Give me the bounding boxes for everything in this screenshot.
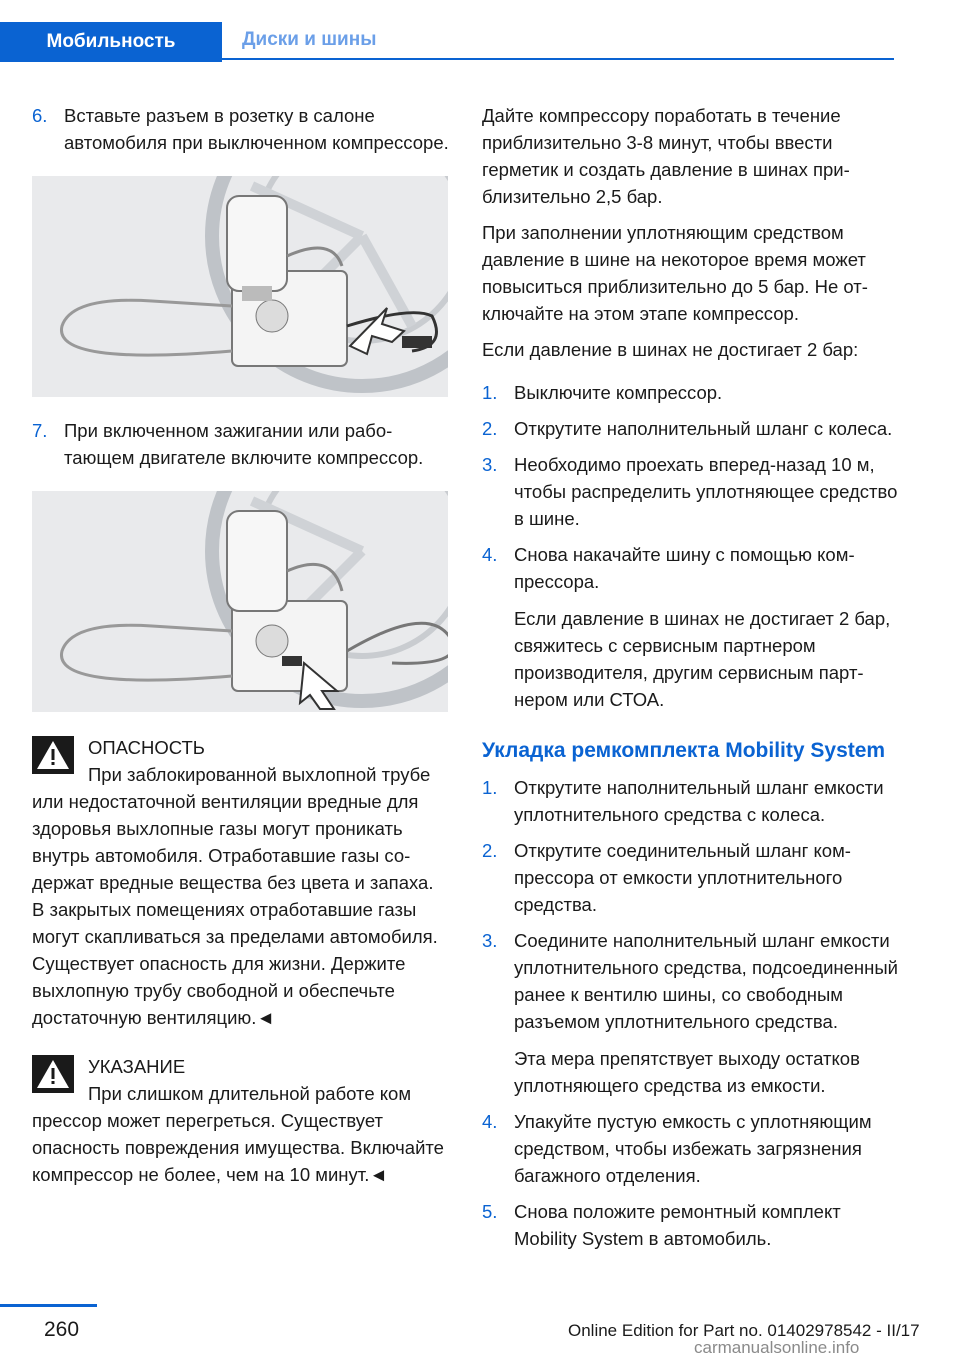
list-item: [482, 774, 898, 828]
paragraph-pressure-low: Если давление в шинах не достигает 2 бар:: [482, 339, 859, 360]
danger-text-first-line: При заблокированной выхлопной трубе: [88, 764, 431, 785]
step-text: При включенном зажигании или работающем двигателе включите компрессор.: [64, 420, 424, 468]
danger-text: или недостаточной вентиляции вредные для здоровья выхлопные газы могут проникать внутрь автомобиля. Отработавшие газы содержат вредные вещества без цвета и запаха. В закрытых помещениях отработавшие газы могут скапливаться за пределами автомобиля. Существует опасность для жизни. Держите выхлопную трубу свободной и обеспечьте достаточную вентиляцию.◄: [32, 791, 438, 1028]
page-header: [0, 0, 895, 62]
footer-accent-line: [0, 1304, 97, 1307]
step-text: Снова положите ремонтный комплект Mobility System в автомобиль.: [514, 1201, 841, 1249]
section-heading: Укладка ремкомплекта Mobility System: [482, 739, 886, 762]
step-text: Выключите компрессор.: [514, 382, 723, 403]
step-number: 2.: [482, 840, 498, 861]
step-text: Открутите наполнительный шланг с колеса.: [514, 418, 893, 439]
step-number: 7.: [32, 420, 48, 441]
step-text: Снова накачайте шину с помощью компрессора.: [514, 544, 855, 592]
warning-triangle-icon: [32, 736, 74, 774]
edition-text: Online Edition for Part no. 01402978542 - II/17: [568, 1321, 920, 1340]
danger-title: ОПАСНОСТЬ: [88, 737, 205, 758]
tab-mobility[interactable]: Мобильность: [0, 22, 222, 62]
paragraph-run-compressor: Дайте компрессору поработать в течение приблизительно 3-8 минут, чтобы ввести герметик и создать давление в шинах приблизительно 2,5 бар.: [482, 105, 850, 207]
step-number: 3.: [482, 930, 498, 951]
step-number: 4.: [482, 544, 498, 565]
paragraph-pressure-rise: При заполнении уплотняющим средством давление в шине на некоторое время может повыситься приблизительно до 5 бар. Не отключайте на этом этапе компрессор.: [482, 222, 868, 324]
list-item: [482, 451, 898, 532]
step-6: [32, 102, 450, 156]
step-text: Открутите соединительный шланг компрессора от емкости уплотнительного средства.: [514, 840, 851, 915]
step-text: Вставьте разъем в розетку в салоне автомобиля при выключенном компрессоре.: [64, 105, 449, 153]
step-text: Необходимо проехать вперед-назад 10 м, чтобы распределить уплотняющее средство в шине.: [514, 454, 898, 529]
notice-text: прессор может перегреться. Существует опасность повреждения имущества. Включайте компрессор не более, чем на 10 минут.◄: [32, 1110, 444, 1185]
list-item: [482, 379, 898, 406]
step-text: Соедините наполнительный шланг емкости уплотнительного средства, подсоединенный ранее к вентилю шины, со свободным разъемом уплотнительного средства.: [514, 930, 898, 1032]
step-text: Упакуйте пустую емкость с уплотняющим средством, чтобы избежать загрязнения багажного отделения.: [514, 1111, 872, 1186]
warning-triangle-icon: [32, 1055, 74, 1093]
notice-title: УКАЗАНИЕ: [88, 1056, 186, 1077]
step-number: 5.: [482, 1201, 498, 1222]
watermark: carmanualsonline.info: [694, 1338, 860, 1357]
tab-wheels-tires[interactable]: Диски и шины: [222, 22, 894, 60]
page-number: 260: [44, 1318, 80, 1341]
compressor-figure-1: [32, 176, 448, 397]
list-item: [482, 837, 898, 918]
step-number: 1.: [482, 382, 498, 403]
notice-text-first-line: При слишком длительной работе ком: [88, 1083, 412, 1104]
compressor-plug-illustration: [32, 176, 448, 397]
left-column: [32, 102, 450, 1188]
list-item: [482, 415, 898, 442]
list-item: [482, 1198, 898, 1252]
step-number: 2.: [482, 418, 498, 439]
list-item: [482, 1108, 898, 1189]
compressor-figure-2: [32, 491, 448, 712]
step-number: 4.: [482, 1111, 498, 1132]
list-item: [482, 541, 898, 713]
compressor-switch-illustration: [32, 491, 448, 712]
step-number: 3.: [482, 454, 498, 475]
step-subtext: Если давление в шинах не достигает 2 бар, свяжитесь с сервисным партнером производителя, другим сервисным партнером или СТОА.: [514, 608, 891, 710]
step-number: 1.: [482, 777, 498, 798]
danger-warning: [32, 734, 450, 1031]
step-number: 6.: [32, 105, 48, 126]
step-subtext: Эта мера препятствует выходу остатков уплотняющего средства из емкости.: [514, 1048, 860, 1096]
right-column: [482, 102, 898, 1261]
step-7: [32, 417, 450, 471]
notice-warning: [32, 1053, 450, 1188]
step-text: Открутите наполнительный шланг емкости уплотнительного средства с колеса.: [514, 777, 884, 825]
list-item: [482, 927, 898, 1099]
